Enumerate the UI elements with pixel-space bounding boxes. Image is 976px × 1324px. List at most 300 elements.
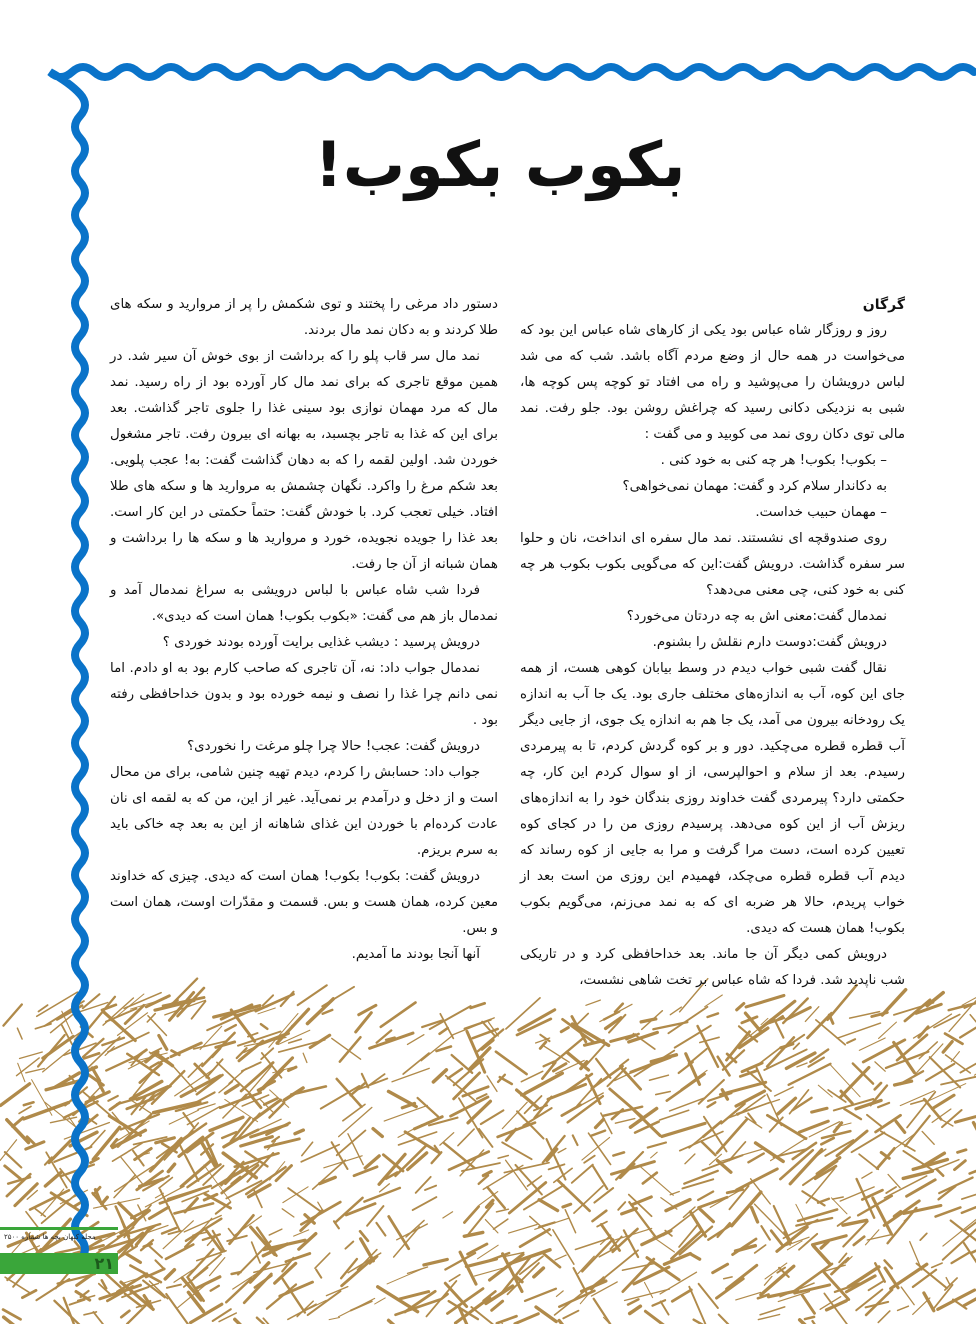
hay-straw [867,1115,881,1126]
hay-straw [402,1103,414,1107]
hay-straw [13,1118,23,1127]
hay-straw [764,1277,771,1286]
hay-straw [862,1172,872,1178]
hay-straw [939,1178,972,1194]
hay-straw [345,1242,353,1249]
hay-straw [910,1242,922,1271]
hay-straw [847,1039,855,1043]
hay-straw [375,1298,386,1304]
hay-straw [705,995,723,1007]
hay-straw [114,1175,135,1198]
hay-straw [515,1314,538,1324]
hay-straw [653,1237,674,1252]
paragraph: نمدمال جواب داد: نه، آن تاجری که صاحب کارم بود به او دادم. اما نمی دانم چرا غذا را نصف و نیمه خورده بود و بدون خداحافظی رفته بود . [110,661,498,728]
hay-straw [618,1202,625,1210]
hay-straw [225,1025,236,1031]
hay-straw [295,1130,303,1134]
hay-straw [343,1104,365,1120]
hay-straw [698,1192,713,1200]
hay-straw [301,1145,339,1162]
hay-straw [483,1165,523,1189]
hay-straw [563,1311,578,1319]
hay-straw [622,1263,656,1270]
paragraph: – بکوب! بکوب! هر چه کنی به خود کنی . [660,453,887,468]
hay-straw [593,1166,607,1189]
hay-straw [5,1166,21,1179]
hay-straw [601,1224,619,1250]
hay-straw [22,1290,36,1297]
hay-straw [506,998,540,1029]
paragraph: درویش گفت:دوست دارم نقلش را بشنوم. [652,635,887,650]
hay-straw [620,1060,628,1067]
hay-straw [539,1222,555,1227]
hay-straw [147,1014,155,1022]
hay-straw [468,1203,493,1234]
hay-straw [668,1007,707,1033]
hay-straw [168,1164,174,1171]
page-number-bar [0,1253,118,1274]
footer-divider [0,1227,118,1230]
hay-straw [500,1077,512,1084]
hay-straw [351,1301,372,1310]
hay-straw [919,1042,937,1059]
hay-straw [174,1203,213,1213]
hay-straw [468,1244,487,1254]
hay-straw [587,1075,601,1103]
hay-straw [805,1317,814,1319]
hay-straw [775,1087,794,1096]
hay-straw [539,1200,558,1211]
hay-straw [648,1143,666,1148]
hay-straw [691,1254,699,1259]
paragraph: درویش پرسید : دیشب غذایی برایت آورده بودند خوردی ؟ [162,635,480,650]
paragraph: نمد مال سر قاب پلو را که برداشت از بوی خوش آن سیر شد. در همین موقع تاجری که برای نمد مال کار آورده بود از راه رسید. نمد مال که مرد مهمان نوازی بود سینی غذا را جلوی تاجر گذاشت. بعد برای این که غذا به تاجر بچسبد، به بهانه ای بیرون رفت. تاجر مشغول خوردن شد. اولین لقمه را که به دهان گذاشت گفت: به! عجب پلویی. بعد شکم مرغ را واکرد. نگهان چشمش به مروارید ها و سکه های طلا افتاد. خیلی تعجب کرد. با خودش گفت: حتماً حکمتی در این کار است. بعد غذا را جویده نجویده، خورد و مروارید ها و سکه ها را برداشت و همان شبانه از آن جا رفت. [110,349,498,572]
hay-straw [443,1212,453,1218]
hay-straw [561,1028,568,1032]
hay-straw [88,997,114,1029]
hay-straw [700,1209,714,1222]
hay-straw [596,1119,604,1127]
hay-straw [559,1320,581,1324]
hay-straw [43,1050,70,1072]
hay-straw [324,1156,362,1168]
hay-straw [888,1174,900,1187]
hay-straw [487,1076,497,1092]
hay-straw [758,1315,779,1320]
hay-straw [282,1209,294,1217]
hay-straw [775,1020,784,1038]
hay-straw [270,1162,285,1180]
hay-straw [943,1042,952,1053]
hay-texture [0,979,976,1324]
hay-straw [875,1083,881,1089]
hay-straw [901,1287,914,1305]
hay-straw [664,1254,690,1265]
hay-straw [760,1307,785,1315]
hay-straw [896,1121,905,1132]
hay-straw [886,1052,928,1068]
hay-straw [329,1318,339,1320]
hay-straw [746,996,784,1007]
hay-straw [922,1131,934,1144]
hay-straw [126,1254,140,1263]
hay-straw [752,1208,758,1222]
hay-straw [424,1259,447,1265]
hay-straw [202,1033,234,1066]
hay-straw [406,1220,424,1237]
hay-straw [799,1121,828,1132]
hay-straw [430,1006,471,1029]
hay-straw [373,1129,382,1137]
hay-straw [719,1315,752,1324]
hay-straw [397,1224,428,1240]
hay-straw [302,1142,313,1155]
hay-straw [5,1152,21,1167]
hay-straw [493,1219,507,1229]
hay-straw [367,1206,383,1226]
hay-straw [464,1232,483,1236]
hay-straw [255,1276,272,1288]
hay-straw [649,1075,668,1080]
hay-straw [498,1156,508,1159]
hay-straw [35,1024,51,1029]
hay-straw [786,1035,804,1047]
hay-straw [578,1256,594,1273]
hay-straw [298,985,327,1005]
hay-straw [945,1055,970,1073]
hay-straw [45,1173,61,1187]
hay-straw [558,1148,566,1152]
hay-straw [403,1053,429,1074]
hay-straw [907,1092,935,1128]
hay-straw [907,1180,936,1196]
hay-straw [556,1291,563,1297]
hay-straw [241,1137,273,1146]
hay-straw [433,1070,446,1082]
hay-straw [171,1043,201,1057]
hay-straw [159,1036,167,1050]
hay-straw [662,1123,705,1136]
hay-straw [17,1028,22,1039]
hay-straw [802,1295,814,1313]
hay-straw [884,1201,919,1225]
hay-straw [361,1239,374,1261]
hay-straw [960,1020,976,1037]
hay-straw [938,1290,975,1309]
hay-straw [549,1164,565,1169]
hay-straw [943,1216,976,1246]
hay-straw [313,1160,346,1189]
hay-straw [932,1263,942,1267]
hay-straw [165,1270,174,1279]
hay-straw [605,1250,638,1277]
hay-straw [840,1068,869,1098]
hay-straw [586,1000,600,1005]
hay-straw [666,1200,690,1211]
hay-straw [544,1254,560,1267]
hay-straw [952,1253,969,1263]
hay-straw [0,1140,16,1161]
hay-straw [316,1270,321,1278]
hay-straw [701,1142,715,1156]
hay-straw [288,1188,322,1212]
hay-straw [323,1010,333,1014]
hay-straw [315,1253,330,1268]
hay-straw [875,1062,885,1071]
hay-straw [303,1053,307,1062]
hay-straw [167,1285,181,1288]
hay-straw [155,1260,164,1269]
hay-straw [682,1179,713,1188]
paragraph: درویش گفت: بکوب! بکوب! همان است که دیدی. چیزی که خداوند معین کرده، همان هست و بس. قسمت و مقدّرات اوست، همان است و بس. [110,869,498,936]
hay-straw [641,1019,656,1022]
paragraph: آنها آنجا بودند ما آمدیم. [351,947,480,962]
hay-straw [699,1284,718,1308]
hay-straw [451,1097,488,1116]
hay-straw [471,1003,485,1008]
hay-straw [485,1220,498,1233]
hay-straw [448,1069,462,1079]
hay-straw [582,1239,613,1271]
hay-straw [585,1044,605,1066]
paragraph: – مهمان حبیب خداست. [755,505,887,520]
hay-straw [936,1169,943,1176]
hay-straw [955,1161,966,1170]
paragraph: روی صندوقچه ای نشستند. نمد مال سفره ای انداخت، نان و حلوا سر سفره گذاشت. درویش گفت:این که می‌گویی بکوب بکوب هر چه کنی به خود کنی، چی معنی می‌دهد؟ [520,531,905,598]
page-number: ۲۱ [94,1254,114,1273]
hay-straw [946,1278,950,1285]
hay-straw [592,1066,623,1088]
hay-straw [211,1286,219,1291]
hay-straw [257,1318,281,1324]
hay-straw [698,1026,718,1067]
hay-straw [149,1207,168,1218]
hay-straw [32,1080,52,1116]
hay-straw [496,1052,527,1074]
hay-straw [559,1291,594,1307]
hay-straw [613,1152,624,1155]
hay-straw [833,1197,844,1199]
hay-straw [440,1028,448,1034]
hay-straw [694,1320,720,1324]
hay-straw [686,1054,700,1085]
hay-straw [241,1063,273,1091]
hay-straw [660,1110,689,1120]
hay-straw [166,1294,189,1324]
hay-straw [509,1183,546,1214]
hay-straw [625,1289,670,1300]
hay-straw [376,1223,385,1236]
magazine-info: مجله کیهان بچه ها شماره ۲۵۰۰ [4,1233,96,1241]
hay-straw [146,1269,164,1277]
hay-straw [812,1108,827,1112]
article-column-left [110,292,498,968]
hay-straw [689,1287,705,1324]
paragraph: روز و روزگار شاه عباس بود یکی از کارهای شاه عباس این بود که می‌خواست در همه حال از وضع مردم آگاه باشد. شب که می شد لباس درویشان را می‌پوشید و راه می افتاد تو کوچه پس کوچه ها، شبی به نزدیکی دکانی رسید که چراغش روشن بود. جلو رفت. نمد مالی توی دکان روی نمد می کوبید و می گفت : [520,323,905,442]
hay-straw [610,1228,652,1241]
hay-straw [497,1316,517,1323]
hay-straw [210,1258,225,1276]
hay-straw [370,1033,413,1048]
page-title: بکوب بکوب! [314,128,686,201]
hay-straw [727,1190,742,1193]
hay-straw [263,1318,283,1324]
hay-straw [509,1225,537,1234]
hay-straw [481,1110,504,1124]
hay-straw [748,1154,763,1163]
hay-straw [191,1304,222,1322]
hay-straw [572,1165,593,1183]
hay-straw [689,1049,707,1064]
hay-straw [511,1250,550,1263]
hay-straw [359,1005,376,1014]
hay-straw [708,1013,718,1017]
hay-straw [702,1155,742,1170]
hay-straw [525,1289,556,1301]
hay-straw [43,1036,73,1058]
hay-straw [26,1069,44,1073]
hay-straw [573,1135,578,1145]
hay-straw [962,1201,976,1213]
hay-straw [684,1171,718,1184]
hay-straw [843,1220,867,1225]
hay-straw [588,1133,610,1164]
hay-straw [440,1133,454,1145]
paragraph: نمدمال گفت:معنی اش به چه دردتان می‌خورد؟ [626,609,887,624]
hay-straw [873,1198,892,1234]
hay-straw [24,1102,34,1105]
hay-straw [879,1022,897,1038]
hay-straw [905,1116,930,1146]
hay-straw [591,1131,605,1136]
hay-straw [755,1204,788,1238]
hay-straw [3,1005,21,1026]
hay-straw [924,1099,941,1119]
hay-straw [685,1154,695,1164]
hay-straw [483,1172,491,1176]
paragraph: به دکاندار سلام کرد و گفت: مهمان نمی‌خواهی؟ [622,479,887,494]
paragraph: دستور داد مرغی را پختند و توی شکمش را پر از مروارید و سکه های طلا کردند و به دکان نمد مال بردند. [110,297,498,338]
hay-straw [261,1024,268,1029]
hay-straw [771,1231,783,1246]
hay-straw [166,1245,193,1259]
hay-straw [230,1215,254,1243]
hay-straw [407,1035,423,1045]
hay-straw [213,1309,231,1321]
hay-straw [672,1290,691,1302]
hay-straw [413,1197,437,1210]
hay-straw [756,1143,784,1161]
hay-straw [661,1301,669,1314]
hay-straw [840,1187,874,1201]
hay-straw [425,1186,436,1190]
hay-straw [615,1119,634,1124]
hay-straw [185,1228,204,1247]
hay-straw [645,1311,677,1324]
hay-straw [387,1269,421,1284]
hay-straw [534,1268,544,1277]
hay-straw [667,1074,705,1101]
hay-straw [322,987,354,1006]
hay-straw [960,1053,976,1073]
hay-straw [389,1320,414,1324]
hay-straw [232,1272,241,1274]
hay-straw [920,1233,927,1240]
hay-straw [102,1197,108,1204]
hay-straw [761,1226,770,1240]
hay-straw [859,1038,885,1050]
hay-straw [837,1023,880,1038]
hay-straw [945,1034,962,1044]
hay-straw [713,1264,728,1272]
hay-straw [651,1152,658,1158]
hay-straw [152,1071,184,1104]
hay-straw [389,1217,409,1249]
hay-straw [964,1243,976,1280]
hay-straw [1,1084,30,1106]
hay-straw [778,1098,796,1114]
hay-straw [941,1075,976,1085]
hay-straw [520,1229,549,1246]
hay-straw [269,1229,282,1235]
hay-straw [724,1277,732,1279]
hay-straw [630,1306,641,1313]
hay-straw [340,1037,361,1062]
hay-straw [242,1062,261,1071]
hay-straw [970,1164,976,1174]
hay-straw [121,1311,129,1317]
hay-straw [898,1306,909,1310]
paragraph: نقال گفت شبی خواب دیدم در وسط بیابان کوهی هست، از همه جای این کوه، آب به اندازه‌های مختلف جاری بود. یک جا آب به اندازه یک رودخانه بیرون می آمد، یک جا هم به اندازه یک جوی، از جایی دیگر آب قطره قطره می‌چکید. دور و بر کوه گردش کردم، تا به پیرمردی رسیدم. بعد از سلام و احوالپرسی، از او سوال کردم این کار، چه حکمتی دارد؟ پیرمردی گفت خداوند روزی بندگان خود را به اندازه‌های ریزش آب از این کوه می‌دهد. پرسیدم روزی من را در کجای کوه تعیین کرده است، دست مرا گرفت و مرا به جایی از کوه رساند که دیدم آب قطره قطره می‌چکد، فهمیدم این روزی من است بعد از خواب پریدم، حالا هر ضربه ای که به نمد می‌زنم، می‌گویم بکوب بکوب! همان هست که دیدی. [520,661,905,936]
hay-straw [958,1150,966,1153]
hay-straw [496,1209,508,1212]
hay-straw [844,1109,861,1119]
hay-straw [187,1107,219,1125]
hay-straw [822,1131,850,1138]
hay-straw [5,1277,29,1292]
hay-straw [416,1177,431,1193]
hay-straw [149,1246,162,1258]
hay-straw [479,1129,492,1147]
paragraph: جواب داد: حسابش را کردم، دیدم تهیه چنین شامی، برای من محال است و از دخل و درآمدم بر نمی‌آید. غیر از این، من که به لقمه ای نان عادت کرده‌ام با خوردن این غذای شاهانه از این به بعد چه خاکی باید به سرم بریزم. [110,765,498,858]
hay-straw [717,1279,744,1298]
hay-straw [878,1103,889,1107]
hay-straw [854,1237,864,1245]
hay-straw [449,1275,459,1281]
hay-straw [492,1301,503,1310]
hay-straw [808,1013,832,1038]
hay-straw [19,1106,31,1113]
hay-straw [553,1037,585,1064]
hay-straw [707,1102,715,1107]
hay-straw [308,1291,341,1315]
hay-straw [852,1133,885,1153]
hay-straw [408,1267,428,1273]
hay-straw [380,1184,390,1192]
hay-straw [93,1312,120,1324]
author-name: گرگان [862,297,905,313]
hay-straw [563,1204,571,1207]
hay-straw [680,1132,723,1151]
hay-straw [812,1236,846,1245]
hay-straw [381,1003,416,1027]
hay-straw [600,1004,632,1021]
article-column-right [520,292,905,994]
hay-straw [859,1154,878,1169]
hay-straw [936,1207,961,1216]
hay-straw [464,1207,478,1223]
hay-straw [878,1311,890,1322]
